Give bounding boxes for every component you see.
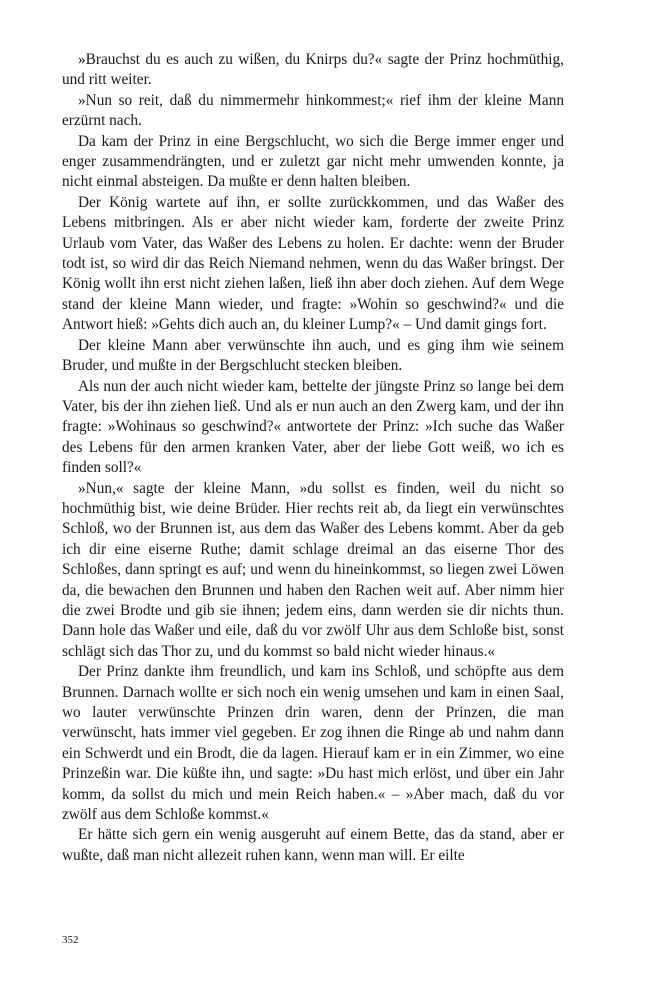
paragraph-1: »Brauchst du es auch zu wißen, du Knirps du?« sagte der Prinz hochmüthig, und ritt weiter.	[62, 51, 564, 89]
paragraph-9: Er hätte sich gern ein wenig ausgeruht auf einem Bette, das da stand, aber er wußte, daß man nicht allezeit ruhen kann, wenn man will. Er eilte	[62, 826, 564, 864]
paragraph-5: Der kleine Mann aber verwünschte ihn auch, und es ging ihm wie seinem Bruder, und mußte in der Bergschlucht stecken bleiben.	[62, 336, 564, 375]
paragraph-2: »Nun so reit, daß du nimmermehr hinkommest;« rief ihm der kleine Mann erzürnt nach.	[62, 91, 564, 130]
paragraph-4: Der König wartete auf ihn, er sollte zurückkommen, und das Waßer des Lebens mitbringen. Als er aber nicht wieder kam, forderte der zweite Prinz Urlaub vom Vater, das Waßer des Lebens zu holen. Er dachte: wenn der Bruder todt ist, so wird dir das Reich Niemand nehmen, wenn du das Waßer bringst. Der König wollt ihn erst nicht ziehen laßen, ließ ihn aber doch ziehen. Auf dem Wege stand der kleine Mann wieder, und fragte: »Wohin so geschwind?« und die Antwort hieß: »Gehts dich auch an, du kleiner Lump?« – Und damit gings fort.	[62, 193, 564, 334]
paragraph-8: Der Prinz dankte ihm freundlich, und kam ins Schloß, und schöpfte aus dem Brunnen. Darnach wollte er sich noch ein wenig umsehen und kam in einen Saal, wo lauter verwünschte Prinzen drin waren, denn der Prinzen, die man verwünscht, hats immer viel gegeben. Er zog ihnen die Ringe ab und nahm dann ein Schwerdt und ein Brodt, die da lagen. Hierauf kam er in ein Zimmer, wo eine Prinzeßin war. Die küßte ihn, und sagte: »Du hast mich erlöst, und über ein Jahr komm, da sollst du mich und mein Reich haben.« – »Aber mach, daß du vor zwölf aus dem Schloße kommst.«	[62, 663, 564, 824]
paragraph-6: Als nun der auch nicht wieder kam, bettelte der jüngste Prinz so lange bei dem Vater, bis der ihn ziehen ließ. Und als er nun auch an den Zwerg kam, und der ihn fragte: »Wohinaus so geschwind?« antwortete der Prinz: »Ich suche das Waßer des Lebens für den armen kranken Vater, aber der liebe Gott weiß, wo ich es finden soll?«	[62, 377, 564, 477]
page-body	[62, 50, 564, 866]
paragraph-7: »Nun,« sagte der kleine Mann, »du sollst es finden, weil du nicht so hochmüthig bist, wie deine Brüder. Hier rechts reit ab, da liegt ein verwünschtes Schloß, wo der Brunnen ist, aus dem das Waßer des Lebens kommt. Aber da geb ich dir eine eiserne Ruthe; damit schlage dreimal an das eiserne Thor des Schloßes, dann springt es auf; und wenn du hineinkommst, so liegen zwei Löwen da, die bewachen den Brunnen und haben den Rachen weit auf. Aber nimm hier die zwei Brodte und gib sie ihnen; jedem eins, dann werden sie dir nichts thun. Dann hole das Waßer und eile, daß du vor zwölf Uhr aus dem Schloße bist, sonst schlägt sich das Thor zu, und du kommst so bald nicht wieder hinaus.«	[62, 479, 564, 660]
page-number: 352	[62, 934, 79, 946]
paragraph-3: Da kam der Prinz in eine Bergschlucht, wo sich die Berge immer enger und enger zusammendrängten, und er zuletzt gar nicht mehr umwenden konnte, ja nicht einmal absteigen. Da mußte er denn halten bleiben.	[62, 132, 564, 191]
